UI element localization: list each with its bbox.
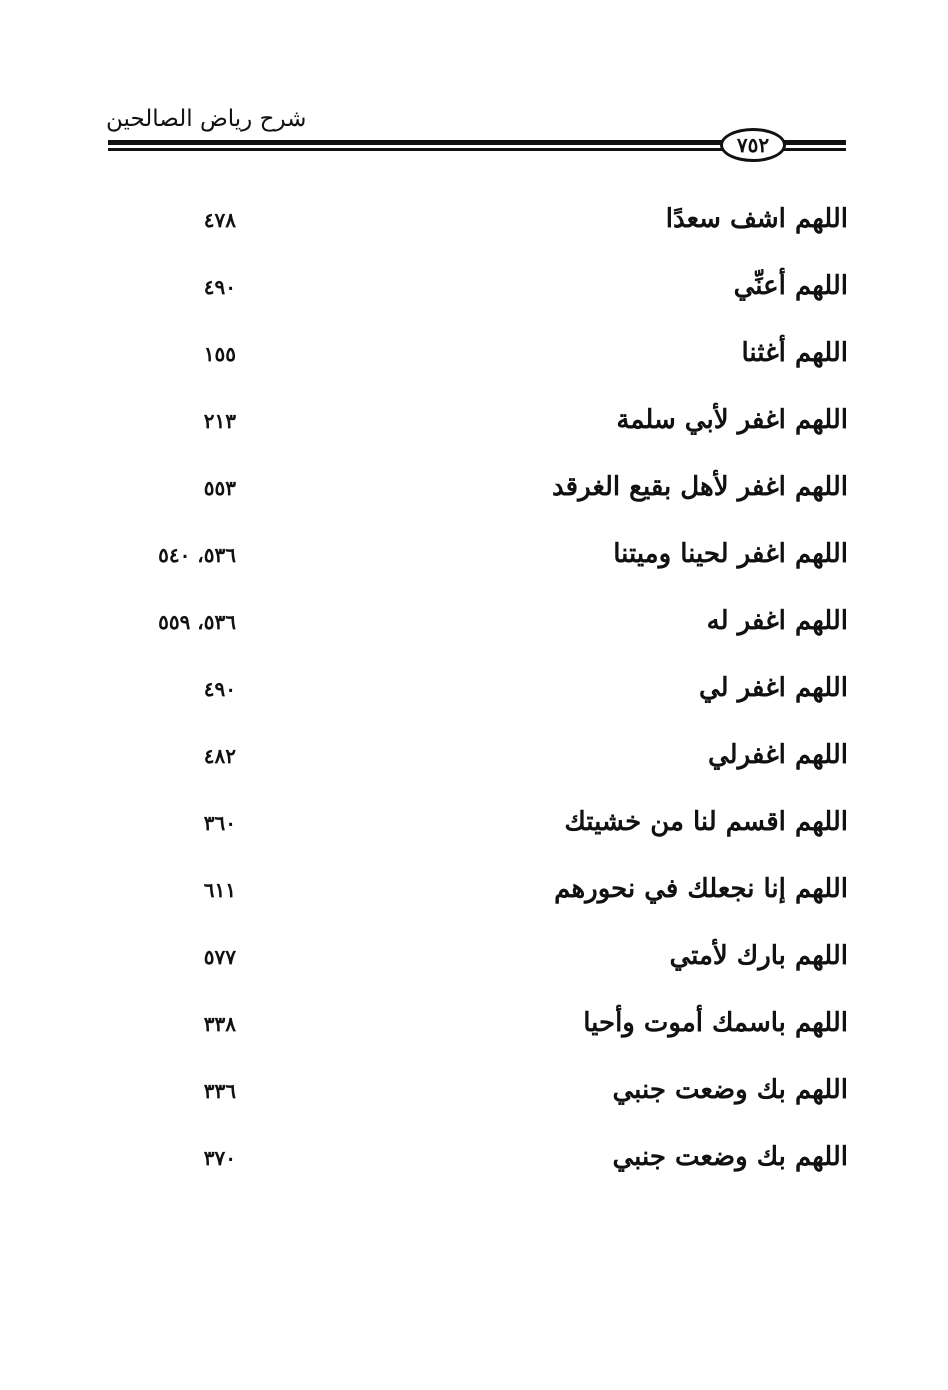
entry-text: اللهم اشف سعدًا <box>665 204 848 234</box>
index-entry <box>0 1071 948 1121</box>
book-title: شرح رياض الصالحين <box>106 106 307 132</box>
entry-text: اللهم اغفرلي <box>707 740 848 770</box>
entry-page-number: ٤٩٠ <box>203 275 236 299</box>
index-entry <box>0 1004 948 1054</box>
entry-page-number: ٣٧٠ <box>203 1146 236 1170</box>
entry-text: اللهم أعنِّي <box>733 271 848 301</box>
index-entry <box>0 602 948 652</box>
index-entry <box>0 870 948 920</box>
index-entry <box>0 468 948 518</box>
index-entry <box>0 267 948 317</box>
entry-text: اللهم اغفر لأهل بقيع الغرقد <box>552 472 848 502</box>
entry-page-number: ٤٩٠ <box>203 677 236 701</box>
entry-text: اللهم اغفر لحينا وميتنا <box>613 539 848 569</box>
entry-page-number: ٥٧٧ <box>203 945 236 969</box>
entry-page-number: ٤٧٨ <box>203 208 236 232</box>
entry-page-number: ٣٦٠ <box>203 811 236 835</box>
index-entry <box>0 736 948 786</box>
index-entry <box>0 669 948 719</box>
page-header <box>100 100 850 180</box>
entry-text: اللهم بارك لأمتي <box>669 941 848 971</box>
entry-text: اللهم أغثنا <box>741 338 848 368</box>
entry-text: اللهم بك وضعت جنبي <box>612 1075 848 1105</box>
entry-text: اللهم بك وضعت جنبي <box>612 1142 848 1172</box>
entry-text: اللهم اغفر له <box>706 606 848 636</box>
index-entry <box>0 401 948 451</box>
entry-page-number: ٢١٣ <box>203 409 236 433</box>
index-entry <box>0 937 948 987</box>
entry-text: اللهم اغفر لأبي سلمة <box>616 405 848 435</box>
entry-page-number: ٥٣٦، ٥٥٩ <box>158 610 236 634</box>
index-entry <box>0 334 948 384</box>
index-entry <box>0 803 948 853</box>
entry-page-number: ٣٣٦ <box>203 1079 236 1103</box>
entry-page-number: ١٥٥ <box>203 342 236 366</box>
page-number: ٧٥٢ <box>736 133 770 157</box>
entry-text: اللهم إنا نجعلك في نحورهم <box>554 874 848 904</box>
page-number-badge <box>720 128 786 162</box>
entry-text: اللهم باسمك أموت وأحيا <box>583 1008 848 1038</box>
entry-page-number: ٥٣٦، ٥٤٠ <box>158 543 236 567</box>
index-entry <box>0 535 948 585</box>
entry-page-number: ٤٨٢ <box>203 744 236 768</box>
entry-text: اللهم اقسم لنا من خشيتك <box>564 807 848 837</box>
entry-page-number: ٥٥٣ <box>203 476 236 500</box>
entry-page-number: ٦١١ <box>203 878 236 902</box>
entry-page-number: ٣٣٨ <box>203 1012 236 1036</box>
index-entry <box>0 1138 948 1188</box>
entry-text: اللهم اغفر لي <box>698 673 848 703</box>
index-entry <box>0 200 948 250</box>
